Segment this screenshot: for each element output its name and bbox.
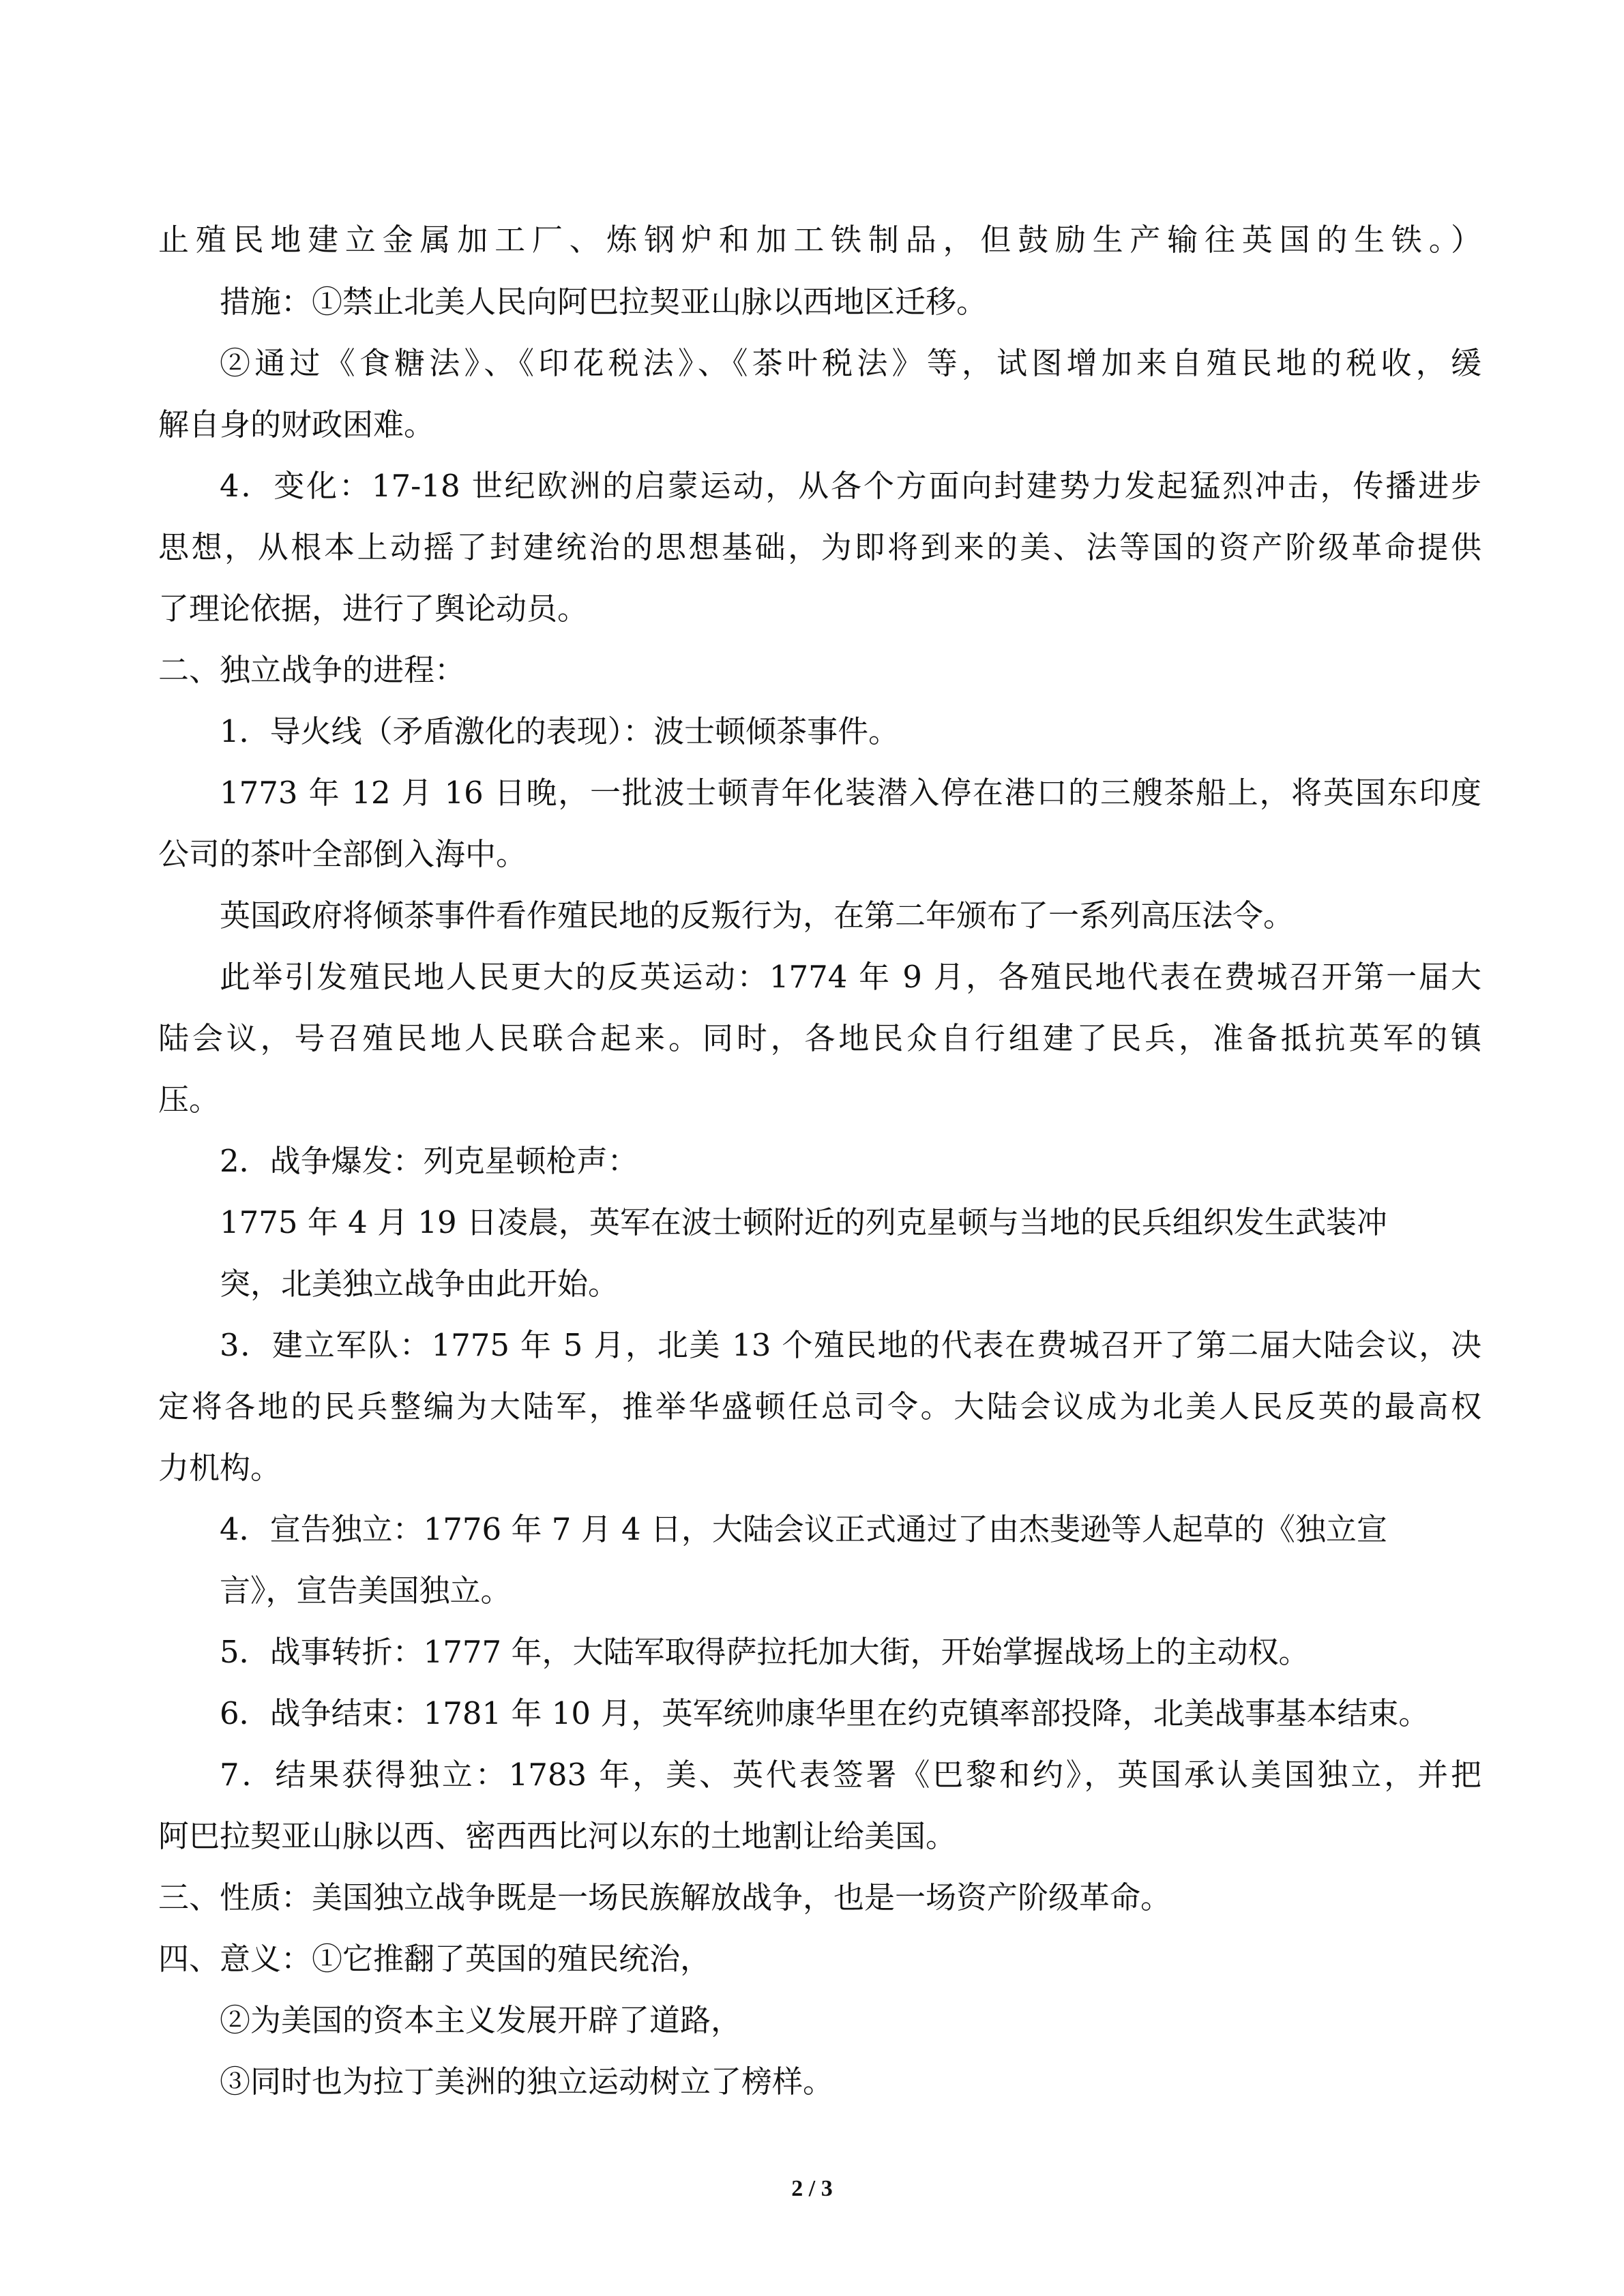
text-line: 阿巴拉契亚山脉以西、密西西比河以东的土地割让给美国。 — [158, 1818, 957, 1854]
text-line: 2．战争爆发：列克星顿枪声： — [220, 1143, 638, 1179]
text-line: 4．变化：17-18 世纪欧洲的启蒙运动，从各个方面向封建势力发起猛烈冲击，传播进步 — [220, 468, 1481, 504]
text-line: 止殖民地建立金属加工厂、炼钢炉和加工铁制品，但鼓励生产输往英国的生铁。） — [158, 222, 1481, 258]
text-line: 思想，从根本上动摇了封建统治的思想基础，为即将到来的美、法等国的资产阶级革命提供 — [158, 529, 1481, 565]
section-heading: 四、意义：①它推翻了英国的殖民统治， — [158, 1941, 711, 1977]
text-line: 此举引发殖民地人民更大的反英运动：1774 年 9 月，各殖民地代表在费城召开第一届大 — [220, 959, 1481, 995]
text-line: 4．宣告独立：1776 年 7 月 4 日，大陆会议正式通过了由杰斐逊等人起草的《独立宣 — [220, 1511, 1387, 1547]
text-line: ②通过《食糖法》、《印花税法》、《茶叶税法》等，试图增加来自殖民地的税收，缓 — [220, 345, 1481, 381]
text-line: 了理论依据，进行了舆论动员。 — [158, 591, 589, 627]
text-line: 3．建立军队：1775 年 5 月，北美 13 个殖民地的代表在费城召开了第二届大陆会议，决 — [220, 1327, 1481, 1363]
page-number: 2 / 3 — [791, 2176, 833, 2201]
text-line: 措施：①禁止北美人民向阿巴拉契亚山脉以西地区迁移。 — [220, 284, 988, 320]
text-line: 解自身的财政困难。 — [158, 406, 435, 443]
text-line: 突，北美独立战争由此开始。 — [220, 1266, 619, 1302]
text-line: 7．结果获得独立：1783 年，美、英代表签署《巴黎和约》，英国承认美国独立，并把 — [220, 1757, 1481, 1793]
text-line: 6．战争结束：1781 年 10 月，英军统帅康华里在约克镇率部投降，北美战事基本结束。 — [220, 1695, 1430, 1731]
text-line: 5．战事转折：1777 年，大陆军取得萨拉托加大街，开始掌握战场上的主动权。 — [220, 1634, 1310, 1670]
text-line: ③同时也为拉丁美洲的独立运动树立了榜样。 — [220, 2063, 834, 2100]
text-line: 定将各地的民兵整编为大陆军，推举华盛顿任总司令。大陆会议成为北美人民反英的最高权 — [158, 1388, 1481, 1425]
section-heading: 三、性质：美国独立战争既是一场民族解放战争，也是一场资产阶级革命。 — [158, 1879, 1172, 1915]
text-line: 英国政府将倾茶事件看作殖民地的反叛行为，在第二年颁布了一系列高压法令。 — [220, 897, 1295, 934]
text-line: 1775 年 4 月 19 日凌晨，英军在波士顿附近的列克星顿与当地的民兵组织发生武装冲 — [220, 1204, 1387, 1240]
text-line: 压。 — [158, 1082, 220, 1118]
text-line: ②为美国的资本主义发展开辟了道路， — [220, 2002, 742, 2038]
text-line: 1．导火线（矛盾激化的表现）：波士顿倾茶事件。 — [220, 713, 900, 749]
text-line: 言》，宣告美国独立。 — [220, 1572, 512, 1609]
text-line: 陆会议，号召殖民地人民联合起来。同时，各地民众自行组建了民兵，准备抵抗英军的镇 — [158, 1020, 1481, 1056]
text-line: 公司的茶叶全部倒入海中。 — [158, 836, 527, 872]
section-heading: 二、独立战争的进程： — [158, 652, 466, 688]
text-line: 力机构。 — [158, 1450, 282, 1486]
text-line: 1773 年 12 月 16 日晚，一批波士顿青年化装潜入停在港口的三艘茶船上，将英国东印度 — [220, 775, 1481, 811]
